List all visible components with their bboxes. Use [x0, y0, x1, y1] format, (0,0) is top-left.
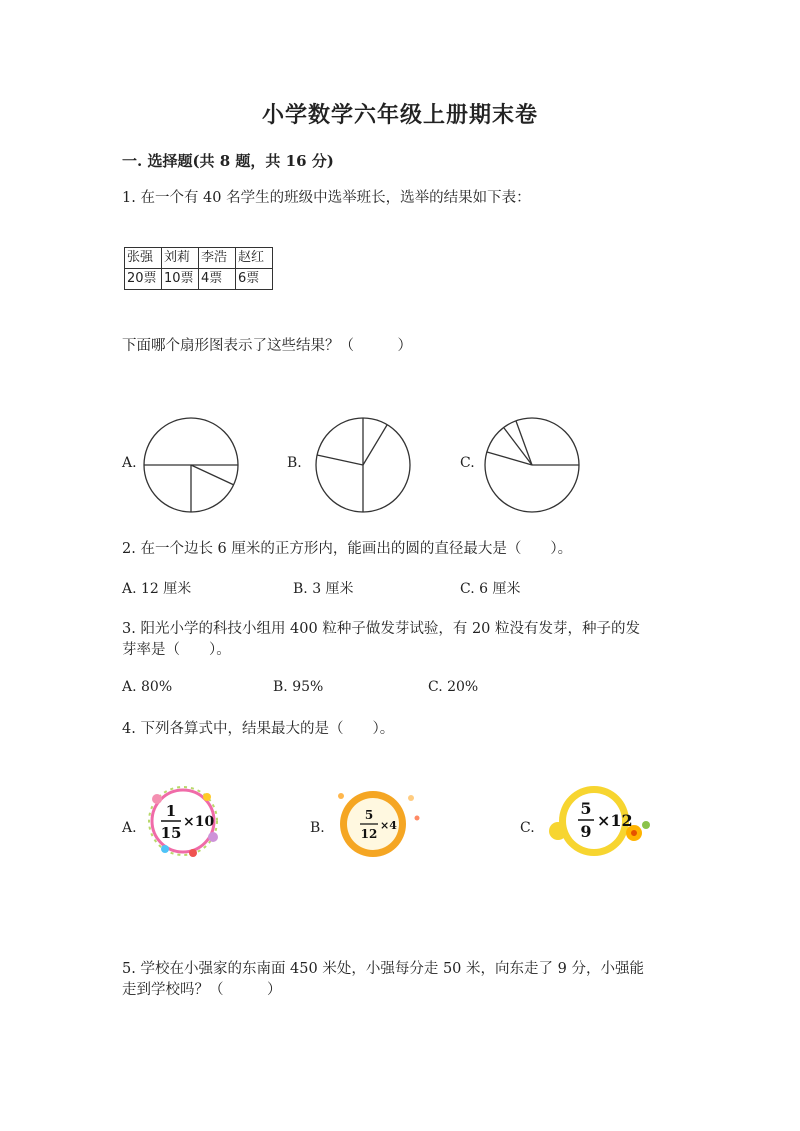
yellow-ring-badge-c — [548, 783, 656, 859]
pie-chart-a — [141, 415, 241, 515]
option-c-label[interactable]: C. 20% — [428, 679, 479, 695]
question-1-prompt: 下面哪个扇形图表示了这些结果？（ ） — [122, 338, 412, 354]
orange-ring-badge-b — [333, 788, 425, 860]
question-5-line-2: 走到学校吗？（ ） — [122, 982, 282, 998]
option-b-label[interactable]: B. — [287, 455, 302, 471]
option-b-label[interactable]: B. — [310, 820, 325, 836]
flower-icon — [152, 794, 162, 804]
table-cell: 10票 — [162, 269, 199, 290]
sparkle-icon — [408, 795, 414, 801]
table-row — [125, 269, 273, 290]
table-cell: 刘莉 — [162, 248, 199, 269]
fraction-numerator: 1 — [165, 802, 177, 820]
option-a-label[interactable]: A. 12 厘米 — [122, 581, 192, 597]
multiplier: ×4 — [380, 819, 397, 832]
pie-chart-c — [482, 415, 582, 515]
table-cell: 李浩 — [199, 248, 236, 269]
vote-table — [124, 247, 273, 290]
pie-chart-b — [313, 415, 413, 515]
multiplier: ×10 — [183, 814, 215, 830]
table-cell: 张强 — [125, 248, 162, 269]
question-4-text: 4. 下列各算式中，结果最大的是（ ）。 — [122, 721, 395, 737]
question-5-line-1: 5. 学校在小强家的东南面 450 米处，小强每分走 50 米，向东走了 9 分，小强能 — [122, 961, 644, 977]
option-b-label[interactable]: B. 95% — [273, 679, 324, 695]
pie-a-divider — [191, 465, 234, 485]
multiplier: ×12 — [597, 811, 633, 830]
option-c-label[interactable]: C. 6 厘米 — [460, 581, 521, 597]
floral-wreath-badge-a — [145, 785, 225, 857]
table-cell: 4票 — [199, 269, 236, 290]
section-heading: 一. 选择题(共 8 题，共 16 分) — [122, 152, 334, 170]
fraction-denominator: 12 — [360, 827, 378, 841]
table-cell: 赵红 — [236, 248, 273, 269]
option-a-label[interactable]: A. 80% — [122, 679, 173, 695]
pie-c-divider — [487, 452, 532, 465]
leaf-icon — [642, 821, 650, 829]
flower-icon — [161, 845, 169, 853]
sparkle-icon — [338, 793, 344, 799]
question-3-line-1: 3. 阳光小学的科技小组用 400 粒种子做发芽试验，有 20 粒没有发芽，种子的发 — [122, 621, 641, 637]
pie-c-divider — [504, 428, 532, 465]
flower-icon — [208, 832, 218, 842]
option-c-label[interactable]: C. — [520, 820, 535, 836]
pie-b-divider — [363, 425, 387, 465]
sparkle-icon — [415, 816, 420, 821]
table-cell: 20票 — [125, 269, 162, 290]
question-3-line-2: 芽率是（ ）。 — [122, 642, 231, 658]
flower-icon — [189, 849, 197, 857]
pie-c-divider — [516, 421, 532, 465]
option-c-label[interactable]: C. — [460, 455, 475, 471]
fraction-denominator: 15 — [160, 824, 182, 842]
table-cell: 6票 — [236, 269, 273, 290]
fraction-numerator: 5 — [364, 808, 374, 822]
option-a-label[interactable]: A. — [122, 820, 137, 836]
flower-icon — [203, 793, 211, 801]
question-2-text: 2. 在一个边长 6 厘米的正方形内，能画出的圆的直径最大是（ ）。 — [122, 541, 573, 557]
option-a-label[interactable]: A. — [122, 455, 137, 471]
option-b-label[interactable]: B. 3 厘米 — [293, 581, 354, 597]
fraction-denominator: 9 — [580, 822, 592, 841]
page-title: 小学数学六年级上册期末卷 — [261, 102, 538, 128]
table-row — [125, 248, 273, 269]
question-1-text: 1. 在一个有 40 名学生的班级中选举班长，选举的结果如下表： — [122, 190, 531, 206]
pie-b-divider — [317, 455, 363, 465]
fraction-numerator: 5 — [580, 799, 592, 818]
flower-center — [631, 830, 637, 836]
